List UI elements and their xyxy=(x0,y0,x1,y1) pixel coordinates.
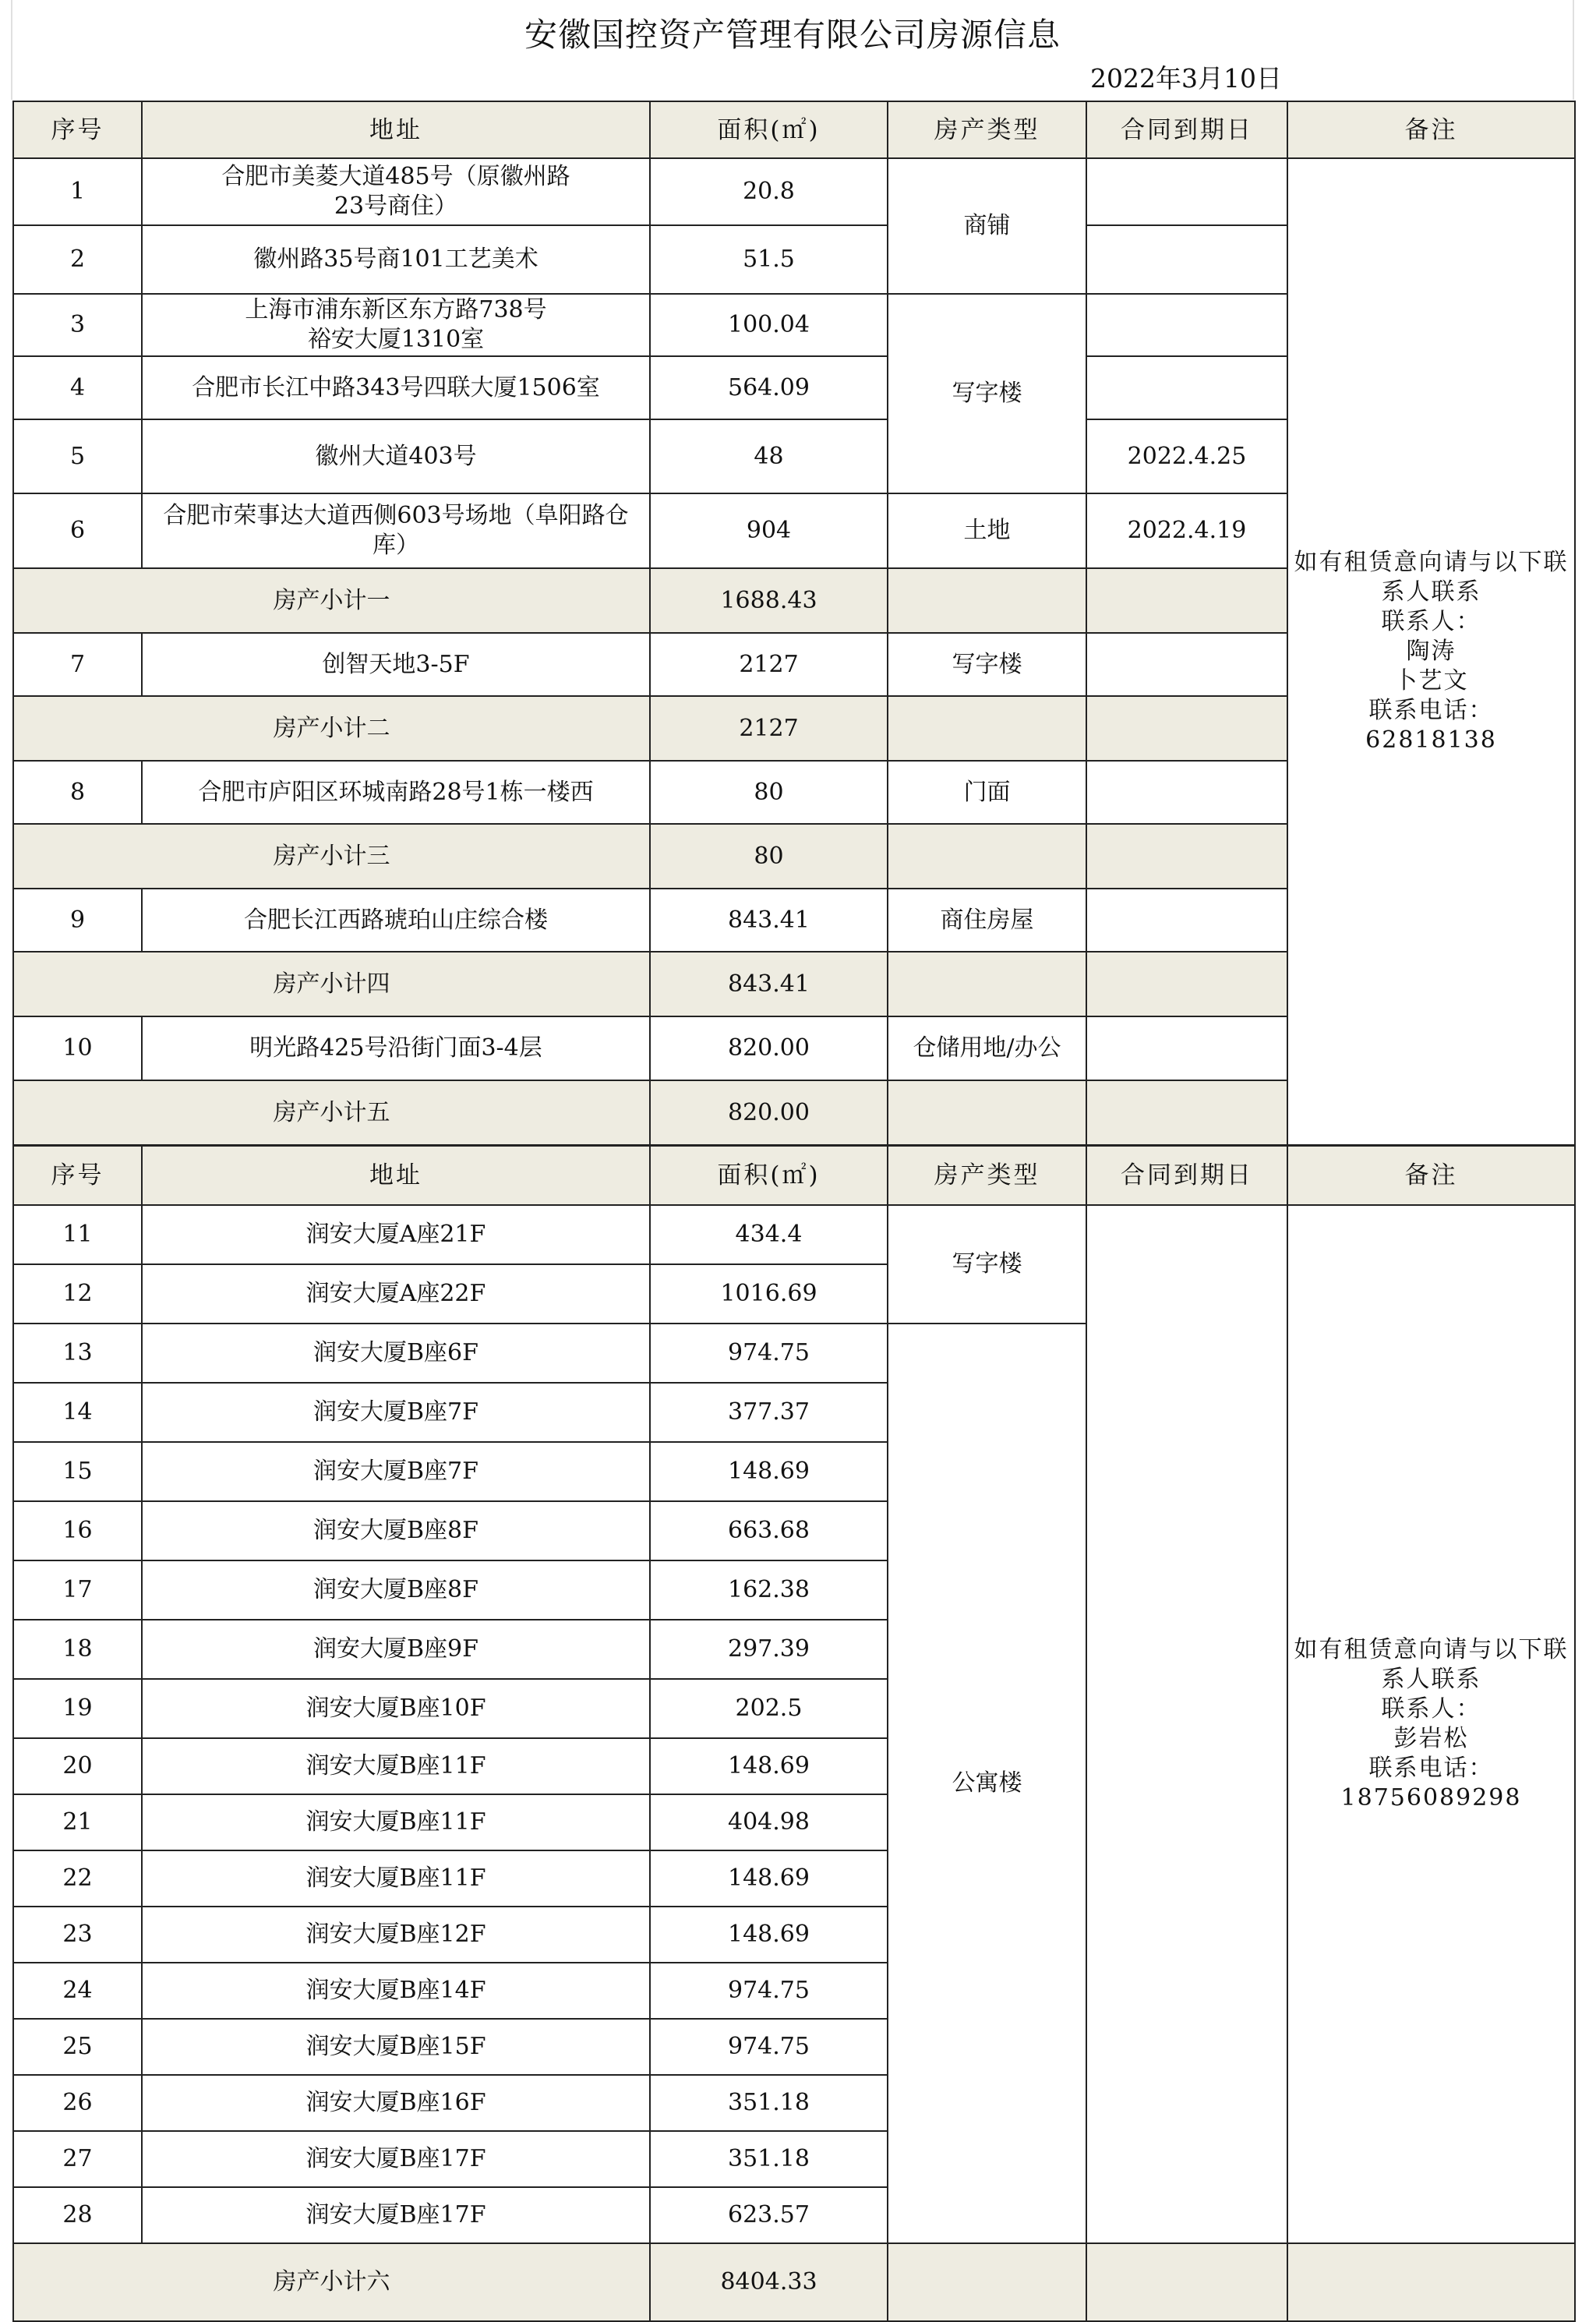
row-address: 润安大厦B座10F xyxy=(142,1679,650,1738)
empty-cell xyxy=(1086,824,1287,889)
row-area: 351.18 xyxy=(650,2131,888,2187)
row-area: 974.75 xyxy=(650,1324,888,1383)
row-area: 974.75 xyxy=(650,1963,888,2019)
row-address: 徽州大道403号 xyxy=(142,419,650,493)
empty-cell xyxy=(888,824,1086,889)
row-area: 48 xyxy=(650,419,888,493)
row-address: 润安大厦B座8F xyxy=(142,1560,650,1620)
row-expiry xyxy=(1086,294,1287,356)
row-area: 148.69 xyxy=(650,1738,888,1794)
row-expiry xyxy=(1086,158,1287,225)
header-type: 房产类型 xyxy=(888,1146,1086,1205)
remark-contact-1: 如有租赁意向请与以下联 系人联系 联系人： 陶涛 卜艺文 联系电话： 62818138 xyxy=(1287,158,1575,1145)
table-header-row xyxy=(13,101,1575,158)
row-address: 徽州路35号商101工艺美术 xyxy=(142,225,650,294)
row-area: 351.18 xyxy=(650,2075,888,2131)
empty-cell xyxy=(888,696,1086,761)
empty-cell xyxy=(1086,761,1287,824)
row-area: 564.09 xyxy=(650,356,888,419)
header-area: 面积(㎡) xyxy=(650,1146,888,1205)
listing-table-1 xyxy=(12,101,1576,1146)
row-address: 上海市浦东新区东方路738号 裕安大厦1310室 xyxy=(142,294,650,356)
row-address: 润安大厦B座11F xyxy=(142,1738,650,1794)
row-no: 11 xyxy=(13,1205,142,1264)
row-no: 13 xyxy=(13,1324,142,1383)
empty-cell xyxy=(888,952,1086,1016)
row-type: 门面 xyxy=(888,761,1086,824)
row-type-office: 写字楼 xyxy=(888,1205,1086,1324)
row-no: 17 xyxy=(13,1560,142,1620)
row-area: 148.69 xyxy=(650,1907,888,1963)
empty-cell xyxy=(1086,1016,1287,1080)
row-address: 润安大厦B座15F xyxy=(142,2019,650,2075)
subtotal-value: 820.00 xyxy=(650,1080,888,1145)
row-address: 明光路425号沿街门面3-4层 xyxy=(142,1016,650,1080)
empty-cell xyxy=(1086,889,1287,952)
row-expiry xyxy=(1086,356,1287,419)
row-area: 377.37 xyxy=(650,1383,888,1442)
header-remark: 备注 xyxy=(1287,101,1575,158)
row-type: 写字楼 xyxy=(888,633,1086,696)
row-address: 合肥市荣事达大道西侧603号场地（阜阳路仓 库） xyxy=(142,493,650,568)
row-no: 15 xyxy=(13,1442,142,1501)
row-area: 100.04 xyxy=(650,294,888,356)
row-type-apartment: 公寓楼 xyxy=(888,1324,1086,2243)
row-area: 148.69 xyxy=(650,1442,888,1501)
row-address: 合肥市长江中路343号四联大厦1506室 xyxy=(142,356,650,419)
row-type: 商住房屋 xyxy=(888,889,1086,952)
row-area: 20.8 xyxy=(650,158,888,225)
row-address: 创智天地3-5F xyxy=(142,633,650,696)
empty-cell xyxy=(1086,568,1287,633)
row-no: 21 xyxy=(13,1794,142,1850)
row-no: 4 xyxy=(13,356,142,419)
subtotal-label: 房产小计六 xyxy=(13,2243,650,2321)
empty-cell xyxy=(1287,2243,1575,2321)
row-area: 623.57 xyxy=(650,2187,888,2243)
empty-cell xyxy=(1086,633,1287,696)
row-no: 6 xyxy=(13,493,142,568)
subtotal-label: 房产小计五 xyxy=(13,1080,650,1145)
header-area: 面积(㎡) xyxy=(650,101,888,158)
row-area: 51.5 xyxy=(650,225,888,294)
header-remark: 备注 xyxy=(1287,1146,1575,1205)
row-no: 9 xyxy=(13,889,142,952)
row-no: 10 xyxy=(13,1016,142,1080)
row-no: 28 xyxy=(13,2187,142,2243)
table-header-row xyxy=(13,1146,1575,1205)
row-address: 合肥长江西路琥珀山庄综合楼 xyxy=(142,889,650,952)
row-no: 22 xyxy=(13,1850,142,1907)
row-area: 2127 xyxy=(650,633,888,696)
row-no: 3 xyxy=(13,294,142,356)
remark-contact-2: 如有租赁意向请与以下联 系人联系 联系人： 彭岩松 联系电话： 18756089298 xyxy=(1287,1205,1575,2243)
row-area: 904 xyxy=(650,493,888,568)
row-no: 23 xyxy=(13,1907,142,1963)
header-no: 序号 xyxy=(13,101,142,158)
row-address: 润安大厦B座17F xyxy=(142,2187,650,2243)
row-address: 润安大厦B座11F xyxy=(142,1794,650,1850)
header-expiry: 合同到期日 xyxy=(1086,101,1287,158)
row-area: 663.68 xyxy=(650,1501,888,1560)
page-title: 安徽国控资产管理有限公司房源信息 xyxy=(524,16,1061,54)
row-expiry xyxy=(1086,225,1287,294)
row-no: 24 xyxy=(13,1963,142,2019)
row-expiry: 2022.4.19 xyxy=(1086,493,1287,568)
row-address: 润安大厦B座16F xyxy=(142,2075,650,2131)
row-area: 404.98 xyxy=(650,1794,888,1850)
row-no: 12 xyxy=(13,1264,142,1324)
subtotal-value: 80 xyxy=(650,824,888,889)
row-no: 20 xyxy=(13,1738,142,1794)
row-area: 297.39 xyxy=(650,1620,888,1679)
row-no: 18 xyxy=(13,1620,142,1679)
header-address: 地址 xyxy=(142,1146,650,1205)
row-no: 7 xyxy=(13,633,142,696)
empty-cell xyxy=(1086,1080,1287,1145)
row-area: 843.41 xyxy=(650,889,888,952)
subtotal-value: 1688.43 xyxy=(650,568,888,633)
row-address: 润安大厦B座12F xyxy=(142,1907,650,1963)
listing-table-2 xyxy=(12,1145,1576,2322)
row-no: 2 xyxy=(13,225,142,294)
row-no: 1 xyxy=(13,158,142,225)
row-address: 润安大厦A座22F xyxy=(142,1264,650,1324)
row-area: 1016.69 xyxy=(650,1264,888,1324)
row-address: 润安大厦B座6F xyxy=(142,1324,650,1383)
row-no: 19 xyxy=(13,1679,142,1738)
row-area: 434.4 xyxy=(650,1205,888,1264)
header-expiry: 合同到期日 xyxy=(1086,1146,1287,1205)
row-no: 16 xyxy=(13,1501,142,1560)
row-no: 27 xyxy=(13,2131,142,2187)
header-no: 序号 xyxy=(13,1146,142,1205)
empty-cell xyxy=(888,2243,1086,2321)
row-address: 合肥市美菱大道485号（原徽州路 23号商住） xyxy=(142,158,650,225)
row-type: 仓储用地/办公 xyxy=(888,1016,1086,1080)
row-address: 润安大厦B座9F xyxy=(142,1620,650,1679)
subtotal-row xyxy=(13,2243,1575,2321)
row-area: 974.75 xyxy=(650,2019,888,2075)
header-address: 地址 xyxy=(142,101,650,158)
subtotal-label: 房产小计四 xyxy=(13,952,650,1016)
empty-cell xyxy=(1086,696,1287,761)
row-address: 润安大厦B座7F xyxy=(142,1442,650,1501)
row-no: 25 xyxy=(13,2019,142,2075)
subtotal-label: 房产小计二 xyxy=(13,696,650,761)
row-address: 合肥市庐阳区环城南路28号1栋一楼西 xyxy=(142,761,650,824)
row-type: 土地 xyxy=(888,493,1086,568)
row-area: 202.5 xyxy=(650,1679,888,1738)
row-address: 润安大厦B座17F xyxy=(142,2131,650,2187)
row-address: 润安大厦B座7F xyxy=(142,1383,650,1442)
subtotal-value: 843.41 xyxy=(650,952,888,1016)
expiry-merged-cell xyxy=(1086,1205,1287,2243)
row-no: 8 xyxy=(13,761,142,824)
subtotal-label: 房产小计一 xyxy=(13,568,650,633)
table-row xyxy=(13,158,1575,225)
row-area: 162.38 xyxy=(650,1560,888,1620)
subtotal-label: 房产小计三 xyxy=(13,824,650,889)
row-address: 润安大厦B座11F xyxy=(142,1850,650,1907)
subtotal-value: 8404.33 xyxy=(650,2243,888,2321)
table-row xyxy=(13,1205,1575,1264)
row-no: 26 xyxy=(13,2075,142,2131)
row-area: 80 xyxy=(650,761,888,824)
row-type-office: 写字楼 xyxy=(888,294,1086,493)
row-area: 820.00 xyxy=(650,1016,888,1080)
subtotal-value: 2127 xyxy=(650,696,888,761)
empty-cell xyxy=(1086,952,1287,1016)
header-type: 房产类型 xyxy=(888,101,1086,158)
row-type-shop: 商铺 xyxy=(888,158,1086,294)
empty-cell xyxy=(888,1080,1086,1145)
row-no: 14 xyxy=(13,1383,142,1442)
row-address: 润安大厦A座21F xyxy=(142,1205,650,1264)
row-address: 润安大厦B座14F xyxy=(142,1963,650,2019)
row-area: 148.69 xyxy=(650,1850,888,1907)
row-expiry: 2022.4.25 xyxy=(1086,419,1287,493)
report-date: 2022年3月10日 xyxy=(1090,63,1282,94)
empty-cell xyxy=(888,568,1086,633)
row-address: 润安大厦B座8F xyxy=(142,1501,650,1560)
row-no: 5 xyxy=(13,419,142,493)
empty-cell xyxy=(1086,2243,1287,2321)
